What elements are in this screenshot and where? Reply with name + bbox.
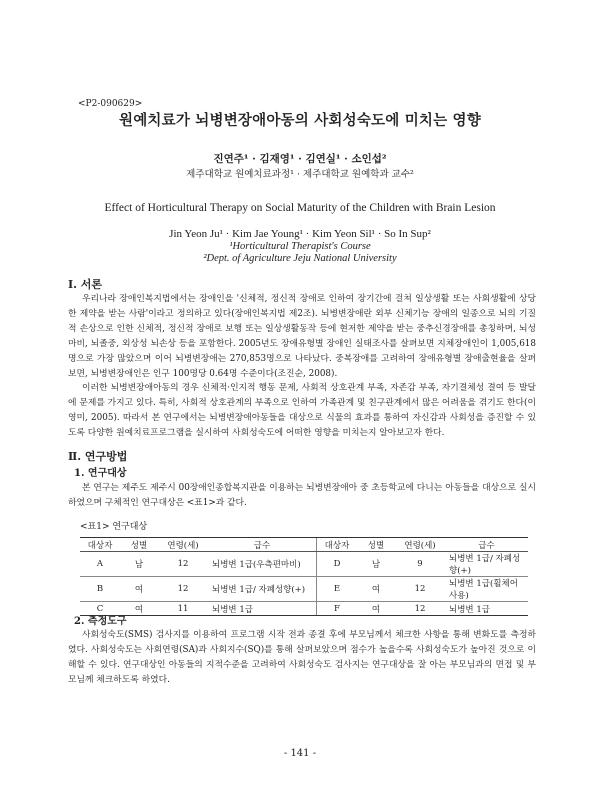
table-row: [80, 602, 528, 616]
instrument-paragraph-text: 사회성숙도(SMS) 검사지를 이용하여 프로그램 시작 전과 종결 후에 부모님께서 체크한 사항을 통해 변화도를 측정하였다. 사회성숙도는 사회연령(SA)과 사회지수(SQ)를 통해 살펴보았으며 점수가 높을수록 사회성숙도가 높아진 것으로 이해할 수 있다. 연구대상인 아동들의 지적수준을 고려하여 사회성숙도 검사지는 연구대상을 잘 아는 부모님과의 면접 및 부모님께 체크하도록 하였다.: [68, 630, 536, 685]
table-cell: 여: [357, 577, 395, 602]
table-cell: 11: [158, 602, 208, 616]
affiliation-en-1: ¹Horticultural Therapist's Course: [229, 241, 371, 252]
table-header-cell: 연령(세): [158, 538, 208, 552]
intro-paragraph-1-text: 우리나라 장애인복지법에서는 장애인을 '신체적, 정신적 장애로 인하여 장기간에 걸쳐 일상생활 또는 사회생활에 상당한 제약을 받는 사람'이라고 정의하고 있다(장애인복지법 제2조). 뇌병변장애란 외부 신체기능 장애의 일종으로 뇌의 기질적 손상으로 인한 신체적, 정신적 장애로 보행 또는 일상생활동작 등에 현저한 제약을 받는 중추신경장애를 총칭하며, 뇌성마비, 뇌졸중, 외상성 뇌손상 등을 포함한다. 2005년도 장애유형별 장애인 실태조사를 살펴보면 지체장애인이 1,005,618명으로 가장 많았으며 이어 뇌병변장애는 270,853명으로 나타났다. 중복장애를 고려하여 장애유형별 장애출현율을 살펴보면, 뇌병변장애인은 인구 100명당 0.64명 수준이다(조진순, 2008).: [68, 294, 536, 379]
table-header-cell: 대상자: [317, 538, 358, 552]
section-heading-introduction: Ⅰ. 서론: [68, 278, 103, 291]
table-header-row: [80, 538, 528, 552]
table-cell: 남: [120, 552, 158, 577]
table-cell: 뇌병변 1급: [445, 602, 528, 616]
table-cell: 여: [357, 602, 395, 616]
paper-title-en: Effect of Horticultural Therapy on Social Maturity of the Children with Brain Lesion: [104, 202, 496, 214]
table-header-cell: 급수: [208, 538, 317, 552]
table-caption: <표1> 연구대상: [80, 522, 148, 532]
table-cell: E: [317, 577, 358, 602]
table-cell: D: [317, 552, 358, 577]
table-cell: B: [80, 577, 120, 602]
subjects-paragraph: [68, 481, 536, 511]
subsection-heading-instrument: 2. 측정도구: [74, 616, 127, 627]
paper-title-ko: 원예치료가 뇌병변장애아동의 사회성숙도에 미치는 영향: [119, 112, 481, 129]
table-cell: F: [317, 602, 358, 616]
table-header-cell: 연령(세): [395, 538, 445, 552]
section-heading-methods: Ⅱ. 연구방법: [68, 450, 128, 463]
table-header-cell: 성별: [357, 538, 395, 552]
table-cell: 뇌병변 1급(휠체어 사용): [445, 577, 528, 602]
affiliation-ko: 제주대학교 원예치료과정¹ · 제주대학교 원예학과 교수²: [186, 169, 414, 180]
table-cell: 남: [357, 552, 395, 577]
page-number: - 141 -: [283, 748, 317, 759]
subjects-paragraph-text: 본 연구는 제주도 제주시 00장애인종합복지관을 이용하는 뇌병변장애아 중 초등학교에 다니는 아동들을 대상으로 실시하였으며 구체적인 연구대상은 <표1>과 같다.: [68, 483, 536, 508]
table-header-cell: 급수: [445, 538, 528, 552]
table-cell: 뇌병변 1급(우측편마비): [208, 552, 317, 577]
table-row: [80, 577, 528, 602]
table-cell: 12: [158, 552, 208, 577]
table-header-cell: 성별: [120, 538, 158, 552]
table-cell: 여: [120, 577, 158, 602]
table-cell: A: [80, 552, 120, 577]
table-cell: 9: [395, 552, 445, 577]
table-cell: C: [80, 602, 120, 616]
intro-paragraph-2-text: 이러한 뇌병변장애아동의 경우 신체적·인지적 행동 문제, 사회적 상호관계 부족, 자존감 부족, 자기결체성 결여 등 발달에 문제를 가지고 있다. 특히, 사회적 상호관계의 부족으로 인하여 가족관계 및 친구관계에서 많은 어려움을 겪기도 한다(이영미, 2005). 따라서 본 연구에서는 뇌병변장애아동들을 대상으로 식물의 효과를 통하여 자신감과 사회성을 증진할 수 있도록 다양한 원예치료프로그램을 실시하여 사회성숙도에 어떠한 영향을 미치는지 알아보고자 한다.: [68, 383, 536, 438]
table-cell: 뇌병변 1급: [208, 602, 317, 616]
table-row: [80, 552, 528, 577]
table-cell: 12: [395, 577, 445, 602]
table-cell: 12: [158, 577, 208, 602]
table-header-cell: 대상자: [80, 538, 120, 552]
intro-paragraph-2: [68, 381, 536, 441]
table-cell: 12: [395, 602, 445, 616]
authors-ko: 진연주¹ · 김재영¹ · 김연실¹ · 소인섭²: [213, 153, 387, 165]
table-cell: 뇌병변 1급/ 자폐성향(+): [445, 552, 528, 577]
instrument-paragraph: [68, 628, 536, 688]
paper-code: <P2-090629>: [78, 99, 143, 109]
intro-paragraph-1: [68, 292, 536, 381]
subsection-heading-subjects: 1. 연구대상: [74, 468, 127, 479]
authors-en: Jin Yeon Ju¹ · Kim Jae Young¹ · Kim Yeon Sil¹ · So In Sup²: [169, 228, 431, 240]
table-cell: 뇌병변 1급/ 자폐성향(+): [208, 577, 317, 602]
subjects-table: [80, 537, 528, 616]
affiliation-en-2: ²Dept. of Agriculture Jeju National University: [203, 253, 397, 264]
table-cell: 여: [120, 602, 158, 616]
